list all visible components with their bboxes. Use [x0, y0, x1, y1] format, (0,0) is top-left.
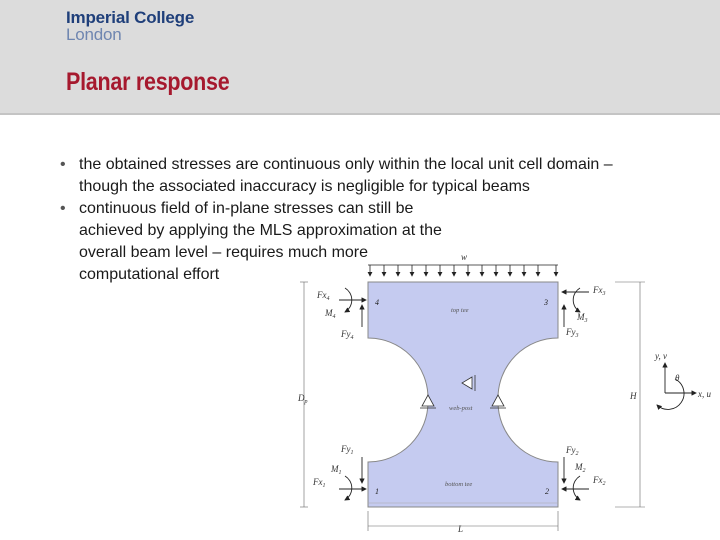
logo-line-1: Imperial College: [66, 8, 195, 27]
length-label: L: [458, 524, 464, 534]
distributed-load: [368, 265, 558, 276]
depth-label: $D_p$: [298, 393, 308, 405]
bullet-item: • continuous field of in-plane stresses can still be achieved by applying the MLS approximation at the overall beam level – requires much more computational effort: [58, 198, 469, 286]
left-top-forces: [339, 288, 366, 327]
slide-header: [0, 0, 720, 113]
web-post-label: web-post: [449, 405, 473, 412]
m4-label: $M_4$: [325, 308, 336, 320]
axis-y-label: y, v: [655, 351, 667, 361]
load-label: w: [461, 252, 468, 262]
axis-theta-label: θ: [675, 373, 680, 383]
header-divider: [0, 113, 720, 115]
unit-cell-diagram: [295, 245, 720, 540]
node-3: 3: [544, 298, 548, 307]
global-axes: [657, 363, 696, 409]
m2-label: $M_2$: [575, 462, 586, 474]
top-tee-label: top tee: [451, 307, 469, 314]
node-1: 1: [375, 487, 379, 496]
m3-label: $M_3$: [577, 312, 588, 324]
fy4-label: $Fy_4$: [341, 329, 354, 341]
slide-title: Planar response: [66, 68, 230, 96]
bullet-item: • the obtained stresses are continuous only within the local unit cell domain – though the associated inaccuracy is negligible for typical beams: [58, 154, 638, 198]
node-4: 4: [375, 298, 379, 307]
m1-label: $M_1$: [331, 464, 342, 476]
fx3-label: $Fx_3$: [593, 285, 606, 297]
axis-x-label: x, u: [698, 389, 711, 399]
fx1-label: $Fx_1$: [313, 477, 326, 489]
unit-cell-shape: [368, 282, 558, 507]
fy3-label: $Fy_3$: [566, 327, 579, 339]
imperial-college-logo: [66, 9, 194, 43]
fy1-label: $Fy_1$: [341, 444, 354, 456]
bottom-tee-label: bottom tee: [445, 481, 473, 488]
logo-line-2: London: [66, 25, 122, 44]
height-label: H: [630, 391, 637, 401]
fy2-label: $Fy_2$: [566, 445, 579, 457]
node-2: 2: [545, 487, 549, 496]
fx4-label: $Fx_4$: [317, 290, 330, 302]
fx2-label: $Fx_2$: [593, 475, 606, 487]
left-bottom-forces: [339, 457, 366, 500]
